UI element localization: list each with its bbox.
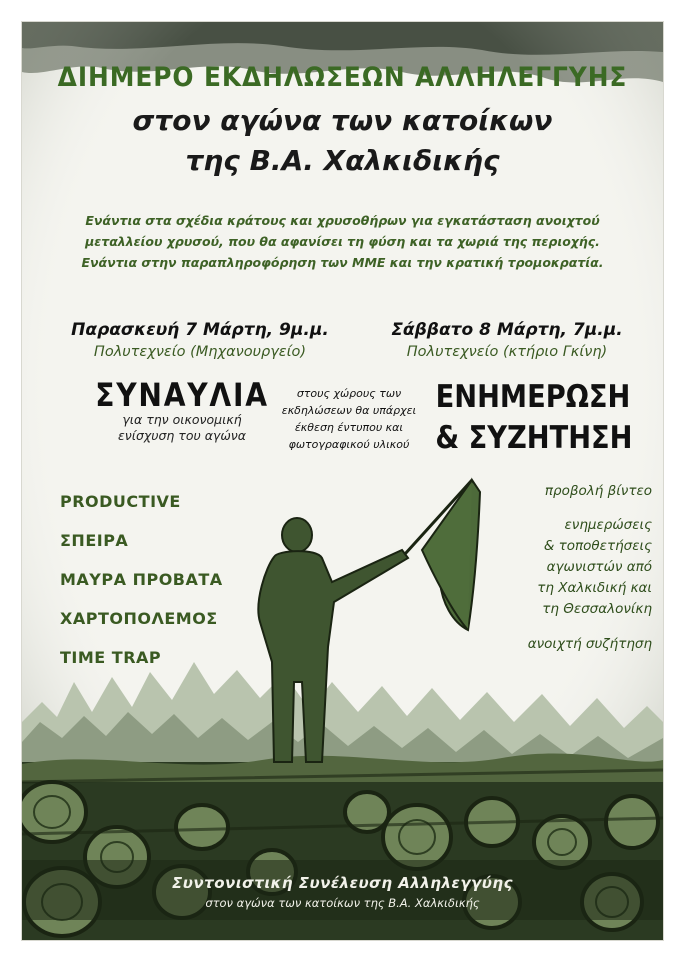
organizer-name: Συντονιστική Συνέλευση Αλληλεγγύης — [172, 874, 513, 892]
band-name: PRODUCTIVE — [60, 492, 181, 511]
discussion-program — [442, 481, 652, 654]
day-1-date: Παρασκευή 7 Μάρτη, 9μ.μ. — [71, 320, 329, 340]
program-briefing — [442, 515, 652, 620]
intro-paragraph — [22, 210, 663, 273]
intro-line: Ενάντια στα σχέδια κράτους και χρυσοθήρων για εγκατάσταση ανοιχτού — [85, 213, 600, 228]
poster-subtitle-line-1: στον αγώνα των κατοίκων — [132, 104, 553, 137]
concert-block — [62, 378, 302, 444]
band-name: ΣΠΕΙΡΑ — [60, 531, 129, 550]
intro-line: Ενάντια στην παραπληροφόρηση των ΜΜΕ και την κρατική τρομοκρατία. — [81, 255, 604, 270]
discussion-heading-line-1: ΕΝΗΜΕΡΩΣΗ — [435, 379, 631, 415]
exhibition-note: στους χώρους των εκδηλώσεων θα υπάρχει έκθεση έντυπου και φωτογραφικού υλικού — [281, 387, 417, 451]
program-briefing-line: ενημερώσεις — [564, 517, 652, 533]
program-open-discussion: ανοιχτή συζήτηση — [527, 636, 652, 652]
band-name: ΜΑΥΡΑ ΠΡΟΒΑΤΑ — [60, 570, 223, 589]
concert-heading: ΣΥΝΑΥΛΙΑ — [95, 376, 269, 414]
discussion-heading-line-2: & ΣΥΖΗΤΗΣΗ — [435, 420, 633, 456]
concert-subtitle-line-1: για την οικονομική — [122, 412, 242, 427]
poster-title: ΔΙΗΜΕΡΟ ΕΚΔΗΛΩΣΕΩΝ ΑΛΛΗΛΕΓΓΥΗΣ — [57, 62, 628, 93]
day-2-info — [362, 320, 652, 360]
band-name: ΧΑΡΤΟΠΟΛΕΜΟΣ — [60, 609, 218, 628]
day-2-date: Σάββατο 8 Μάρτη, 7μ.μ. — [391, 320, 623, 340]
concert-subtitle-line-2: ενίσχυση του αγώνα — [117, 428, 247, 443]
day-2-place: Πολυτεχνείο (κτήριο Γκίνη) — [406, 344, 608, 360]
poster — [22, 22, 663, 940]
organizer-subtitle: στον αγώνα των κατοίκων της Β.Α. Χαλκιδικής — [205, 896, 480, 910]
discussion-heading — [435, 377, 633, 459]
intro-line: μεταλλείου χρυσού, που θα αφανίσει τη φύση και τα χωριά της περιοχής. — [85, 234, 600, 249]
program-video: προβολή βίντεο — [544, 483, 652, 499]
program-briefing-line: τη Χαλκιδική και — [537, 580, 652, 596]
band-name: TIME TRAP — [60, 648, 162, 667]
program-briefing-line: αγωνιστών από — [546, 559, 652, 575]
band-list — [60, 482, 223, 677]
day-1-info — [50, 320, 350, 360]
program-briefing-line: τη Θεσσαλονίκη — [542, 601, 652, 617]
poster-subtitle-line-2: της Β.Α. Χαλκιδικής — [185, 144, 500, 177]
program-briefing-line: & τοποθετήσεις — [543, 538, 652, 554]
day-1-place: Πολυτεχνείο (Μηχανουργείο) — [93, 344, 307, 360]
